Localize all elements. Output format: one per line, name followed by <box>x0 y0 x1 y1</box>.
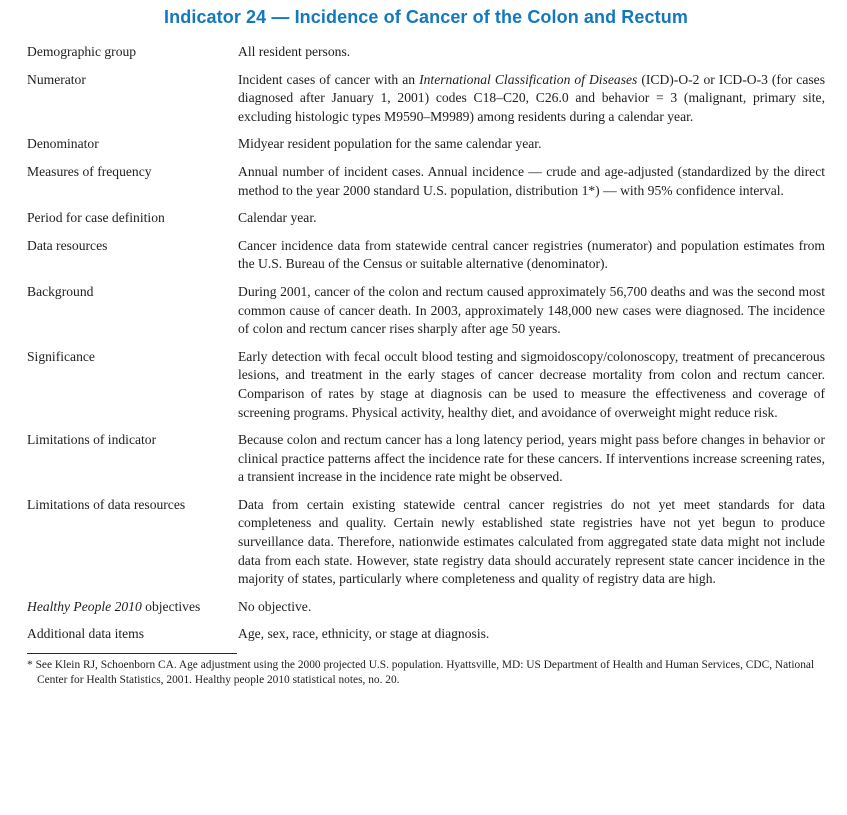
table-row-healthy-people-2010-objectives <box>27 598 825 617</box>
row-value: Midyear resident population for the same calendar year. <box>238 136 542 152</box>
label-text: objectives <box>141 598 201 614</box>
row-label: Data resources <box>27 237 108 253</box>
table-row-denominator <box>27 135 825 154</box>
value-text: Incident cases of cancer with an <box>238 71 420 87</box>
row-value: Cancer incidence data from statewide central cancer registries (numerator) and population estimates from the U.S. Bureau of the Census or suitable alternative (denominator). <box>238 237 825 272</box>
page-title: Indicator 24 — Incidence of Cancer of the Colon and Rectum <box>164 7 688 27</box>
row-label: Measures of frequency <box>27 163 152 179</box>
value-text-italic: International Classification of Diseases <box>419 71 638 87</box>
label-text-italic: Healthy People 2010 <box>27 598 142 614</box>
row-value: Because colon and rectum cancer has a long latency period, years might pass before changes in behavior or clinical practice patterns affect the incidence rate for these cancers. If interventions increase screening rates, a transient increase in the incidence rate might be observed. <box>238 432 825 485</box>
table-row-background <box>27 283 825 339</box>
row-label <box>27 598 238 617</box>
row-label: Additional data items <box>27 626 145 642</box>
footnote-text: See Klein RJ, Schoenborn CA. Age adjustment using the 2000 projected U.S. population. Hyattsville, MD: US Department of Health and Human Services, CDC, National Center for Health Statistics, 2001. Healthy people 2010 statistical notes, no. 20. <box>35 659 815 686</box>
table-row-additional-data-items <box>27 625 825 644</box>
row-value: No objective. <box>238 598 312 614</box>
row-label: Background <box>27 283 94 299</box>
table-row-period-for-case-definition <box>27 209 825 228</box>
row-value <box>238 71 825 127</box>
row-value: Annual number of incident cases. Annual incidence — crude and age-adjusted (standardized by the direct method to the year 2000 standard U.S. population, distribution 1*) — with 95% confidence interval. <box>238 163 825 198</box>
indicator-definition-table <box>27 43 825 644</box>
table-row-limitations-of-data-resources <box>27 496 825 589</box>
row-value: Early detection with fecal occult blood testing and sigmoidoscopy/colonoscopy, treatment of precancerous lesions, and treatment in the early stages of cancer decrease mortality from colon and rectum cancer. Comparison of rates by stage at diagnosis can be used to measure the effectiveness and coverage of screening programs. Physical activity, healthy diet, and avoidance of overweight might reduce risk. <box>238 348 825 420</box>
table-row-numerator <box>27 71 825 127</box>
row-label: Period for case definition <box>27 210 165 226</box>
table-row-limitations-of-indicator <box>27 431 825 487</box>
table-row-demographic-group <box>27 43 825 62</box>
row-label: Numerator <box>27 71 86 87</box>
row-label: Significance <box>27 348 95 364</box>
row-value: Calendar year. <box>238 210 317 226</box>
value-text: (ICD)-O-2 or ICD-O-3 (for cases diagnosed after January 1, 2001) codes C18–C20, C26.0 and behavior = 3 (malignant, primary site, excluding histologic types M9590–M9989) among residents during a calendar year. <box>238 71 825 124</box>
row-value: All resident persons. <box>238 44 351 59</box>
table-row-measures-of-frequency <box>27 163 825 200</box>
footnote-divider <box>27 653 237 654</box>
row-value: Age, sex, race, ethnicity, or stage at diagnosis. <box>238 626 490 642</box>
row-label: Limitations of indicator <box>27 432 157 448</box>
footnote <box>27 658 825 688</box>
row-label: Demographic group <box>27 44 137 59</box>
row-label: Denominator <box>27 136 99 152</box>
row-value: Data from certain existing statewide central cancer registries do not yet meet standards for data completeness and quality. Certain newly established state registries have not yet begun to produce surveillance data. Therefore, nationwide estimates calculated from aggregated state data might not include data from each state. However, state registry data should accurately represent state cancer incidence in the majority of states, particularly where completeness and quality of registry data are high. <box>238 496 825 587</box>
row-label: Limitations of data resources <box>27 496 186 512</box>
row-value: During 2001, cancer of the colon and rectum caused approximately 56,700 deaths and was the second most common cause of cancer death. In 2003, approximately 148,000 new cases were diagnosed. The incidence of colon and rectum cancer rises sharply after age 50 years. <box>238 283 825 337</box>
table-row-data-resources <box>27 237 825 274</box>
table-row-significance <box>27 348 825 422</box>
footnote-marker: * <box>27 659 33 672</box>
